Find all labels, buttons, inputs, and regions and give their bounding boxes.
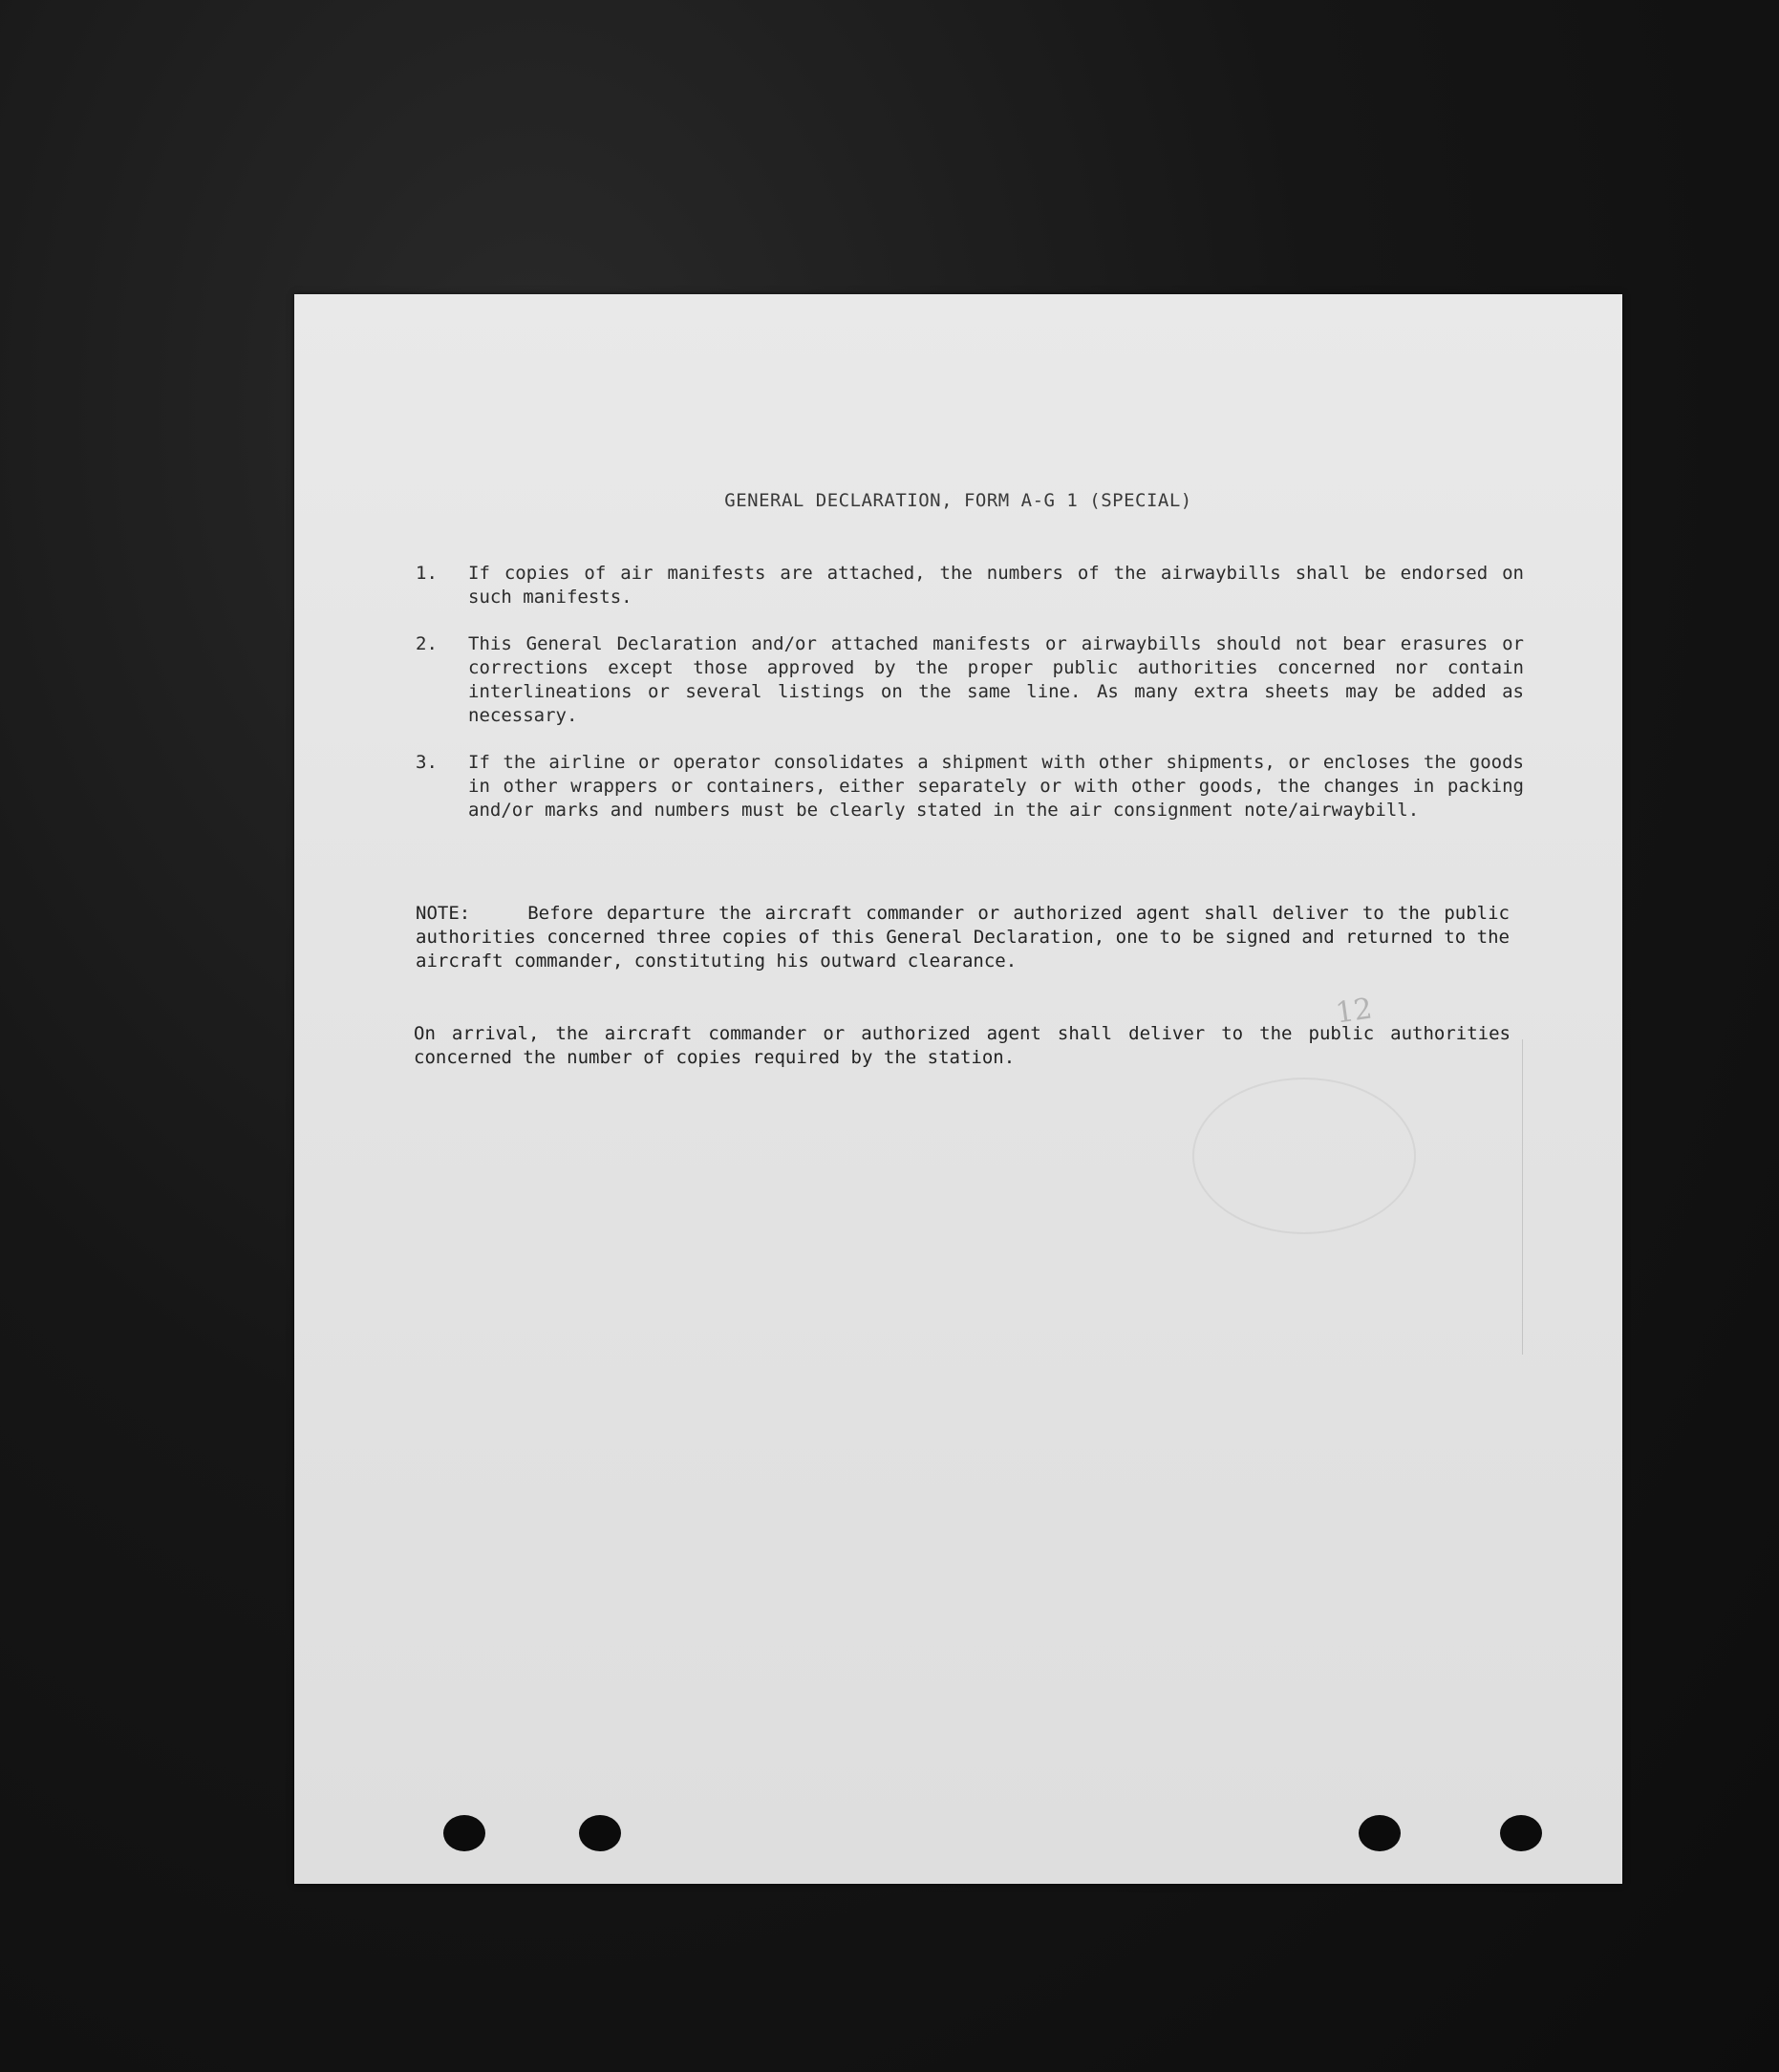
item-number: 3.	[416, 752, 438, 773]
item-number: 2.	[416, 633, 438, 654]
punch-hole	[443, 1815, 485, 1851]
item-number: 1.	[416, 563, 438, 584]
note-label: NOTE:	[416, 903, 471, 924]
punch-hole	[1359, 1815, 1401, 1851]
item-text: If copies of air manifests are attached, the numbers of the airwaybills shall be endorsed on such manifests.	[468, 563, 1524, 608]
document-title: GENERAL DECLARATION, FORM A-G 1 (SPECIAL)	[724, 490, 1192, 511]
faded-stamp	[1192, 1078, 1416, 1234]
handwritten-mark: 12	[1333, 992, 1375, 1031]
instruction-item	[416, 562, 1524, 609]
punch-hole	[579, 1815, 621, 1851]
instruction-list	[416, 562, 1524, 845]
arrival-paragraph: On arrival, the aircraft commander or authorized agent shall deliver to the public authorities concerned the number of copies required by the station.	[414, 1023, 1511, 1068]
document-page	[294, 294, 1622, 1884]
faded-rule	[1522, 1039, 1523, 1355]
note-paragraph	[416, 902, 1510, 973]
note-text: Before departure the aircraft commander or authorized agent shall deliver to the public authorities concerned three copies of this General Declaration, one to be signed and returned to the aircraft commander, constituting his outward clearance.	[416, 903, 1510, 972]
item-text: This General Declaration and/or attached manifests or airwaybills should not bear erasures or corrections except those approved by the proper public authorities concerned nor contain interlineations or several listings on the same line. As many extra sheets may be added as necessary.	[468, 633, 1524, 726]
instruction-item	[416, 751, 1524, 822]
item-text: If the airline or operator consolidates a shipment with other shipments, or encloses the goods in other wrappers or containers, either separately or with other goods, the changes in packing and/or marks and numbers must be clearly stated in the air consignment note/airwaybill.	[468, 752, 1524, 821]
instruction-item	[416, 632, 1524, 728]
punch-hole	[1500, 1815, 1542, 1851]
